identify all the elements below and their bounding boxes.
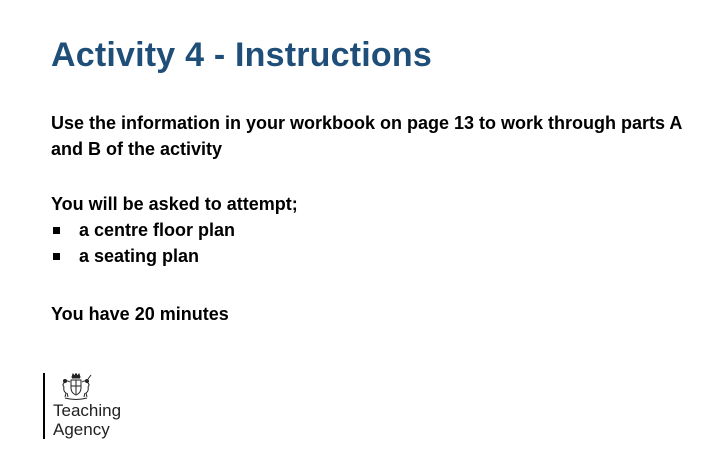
duration-text: You have 20 minutes bbox=[51, 304, 229, 324]
square-bullet-icon bbox=[53, 253, 60, 260]
list-item bbox=[51, 217, 691, 243]
logo-content bbox=[53, 373, 121, 439]
intro-text: Use the information in your workbook on page 13 to work through parts A and B of the activity bbox=[51, 113, 682, 159]
teaching-agency-logo bbox=[43, 373, 121, 439]
slide-title: Activity 4 - Instructions bbox=[51, 36, 432, 74]
square-bullet-icon bbox=[53, 227, 60, 234]
royal-crest-icon bbox=[59, 373, 93, 401]
list-item-label: a centre floor plan bbox=[79, 220, 236, 240]
attempt-list bbox=[51, 217, 691, 269]
logo-text-line1: Teaching bbox=[53, 401, 122, 420]
logo-divider bbox=[43, 373, 45, 439]
list-item bbox=[51, 243, 691, 269]
attempt-section bbox=[51, 191, 691, 269]
list-item-label: a seating plan bbox=[79, 246, 200, 266]
logo-text-line2: Agency bbox=[53, 420, 110, 439]
attempt-heading: You will be asked to attempt; bbox=[51, 194, 298, 214]
